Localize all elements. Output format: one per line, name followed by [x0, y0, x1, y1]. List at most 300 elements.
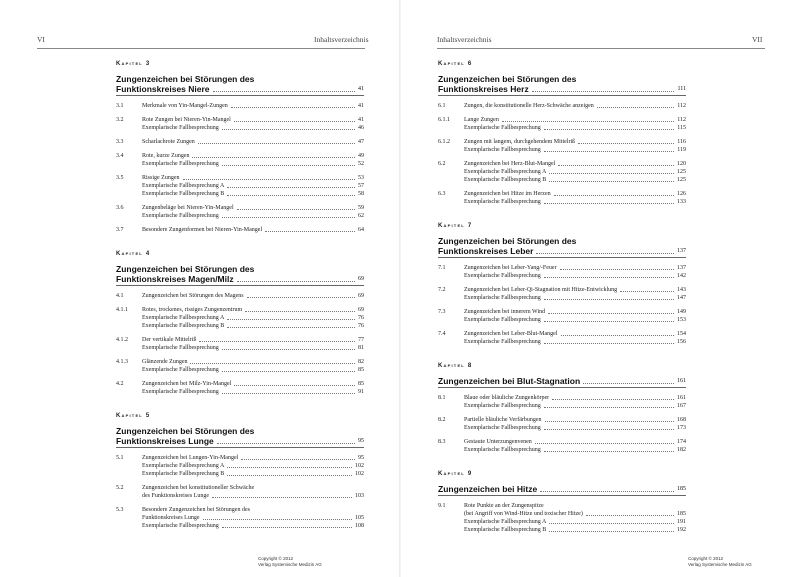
- leader-dots: [620, 291, 674, 292]
- toc-line: [142, 138, 364, 146]
- toc-line: [464, 424, 686, 432]
- entry-page: 161: [677, 395, 686, 401]
- entry-title: Exemplarische Fallbesprechung B: [464, 177, 547, 183]
- entry-title: Blaue oder bläuliche Zungenkörper: [464, 395, 550, 401]
- entry-page: 77: [358, 337, 364, 343]
- entry-title: Exemplarische Fallbesprechung: [142, 345, 219, 351]
- toc-entry: [116, 138, 364, 146]
- entry-title: Partielle bläuliche Verfärbungen: [464, 417, 542, 423]
- chapter-title-text: Zungenzeichen bei Hitze: [438, 484, 538, 494]
- section-number: 4.1.3: [116, 359, 128, 365]
- leader-dots: [227, 195, 355, 196]
- entry-page: 76: [358, 315, 364, 321]
- header-rule: [37, 48, 365, 49]
- entry-page: 182: [677, 447, 686, 453]
- leader-dots: [544, 429, 674, 430]
- chapter-page: 95: [358, 438, 364, 444]
- toc-line: [142, 204, 364, 212]
- entry-body: [464, 438, 686, 454]
- chapter-title-line: [116, 436, 364, 446]
- entry-body: [142, 152, 364, 168]
- entry-title: Exemplarische Fallbesprechung: [464, 317, 541, 323]
- leader-dots: [558, 165, 674, 166]
- toc-line: [464, 294, 686, 302]
- leader-dots: [237, 209, 355, 210]
- toc-line: [142, 514, 364, 522]
- leader-dots: [222, 129, 355, 130]
- entry-title: Exemplarische Fallbesprechung: [464, 273, 541, 279]
- entry-title: Exemplarische Fallbesprechung: [142, 125, 219, 131]
- toc-line: [464, 168, 686, 176]
- entry-body: [142, 174, 364, 198]
- leader-dots: [198, 143, 355, 144]
- entry-page: 82: [358, 359, 364, 365]
- entry-page: 46: [358, 125, 364, 131]
- chapter-block: [438, 60, 686, 206]
- chapter-title-text: Zungenzeichen bei Störungen des: [116, 74, 255, 84]
- entry-title: Merkmale von Yin-Mangel-Zungen: [142, 103, 228, 109]
- chapter-title-line: [438, 236, 686, 246]
- entry-title: Exemplarische Fallbesprechung: [464, 147, 541, 153]
- entry-title: Zungenzeichen bei Milz-Yin-Mangel: [142, 381, 232, 387]
- toc-entry: [438, 116, 686, 132]
- leader-dots: [544, 343, 674, 344]
- leader-dots: [532, 91, 675, 92]
- leader-dots: [586, 515, 674, 516]
- footer-line: Copyright © 2012: [688, 556, 724, 561]
- toc-entry: [116, 116, 364, 132]
- entry-page: 81: [358, 345, 364, 351]
- entry-title: Zungenzeichen bei innerem Wind: [464, 309, 546, 315]
- toc-line: [142, 492, 364, 500]
- leader-dots: [544, 407, 674, 408]
- toc-entry: [116, 506, 364, 530]
- section-number: 3.3: [116, 139, 124, 145]
- chapter-title-line: [116, 74, 364, 84]
- section-number: 7.1: [438, 265, 446, 271]
- entry-body: [142, 306, 364, 330]
- entry-page: 58: [358, 191, 364, 197]
- leader-dots: [548, 313, 674, 314]
- toc-line: [142, 182, 364, 190]
- section-number: 8.1: [438, 395, 446, 401]
- toc-entry: [116, 174, 364, 198]
- section-number: 7.2: [438, 287, 446, 293]
- footer-line: Copyright © 2012: [258, 556, 294, 561]
- entry-page: 47: [358, 139, 364, 145]
- toc-entry: [116, 292, 364, 300]
- entry-title: Zungenzeichen bei Leber-Blut-Mangel: [464, 331, 558, 337]
- entry-title: Zungenzeichen bei konstitutioneller Schwäche: [142, 485, 255, 491]
- toc-entry: [438, 138, 686, 154]
- section-number: 4.1.2: [116, 337, 128, 343]
- entry-page: 102: [355, 463, 364, 469]
- chapter-label: Kapitel 5: [116, 413, 151, 419]
- leader-dots: [183, 179, 356, 180]
- entry-page: 191: [677, 519, 686, 525]
- leader-dots: [545, 421, 674, 422]
- footer-copyright: [258, 556, 322, 567]
- leader-dots: [560, 269, 674, 270]
- toc-line: [464, 190, 686, 198]
- entry-page: 108: [355, 523, 364, 529]
- toc-entry: [116, 454, 364, 478]
- chapter-title-text: Funktionskreises Herz: [438, 84, 529, 94]
- section-number: 8.3: [438, 439, 446, 445]
- toc-entry: [116, 336, 364, 352]
- entry-body: [464, 160, 686, 184]
- right-page: [400, 0, 800, 577]
- leader-dots: [247, 297, 355, 298]
- leader-dots: [544, 299, 674, 300]
- chapter-title-line: [438, 246, 686, 256]
- chapter-title: [438, 484, 686, 496]
- chapter-block: [438, 362, 686, 454]
- toc-line: [464, 394, 686, 402]
- leader-dots: [199, 341, 355, 342]
- entry-body: [464, 264, 686, 280]
- entry-page: 103: [355, 493, 364, 499]
- toc-line: [464, 526, 686, 534]
- entry-page: 76: [358, 323, 364, 329]
- toc-line: [464, 102, 686, 110]
- toc-entry: [116, 484, 364, 500]
- chapter-title-text: Zungenzeichen bei Störungen des: [438, 74, 577, 84]
- chapter-page: 137: [677, 248, 686, 254]
- entry-page: 149: [677, 309, 686, 315]
- toc-entry: [116, 226, 364, 234]
- entry-page: 115: [677, 125, 686, 131]
- footer-line: Verlag Systemische Medizin AG: [688, 561, 752, 567]
- entry-title: Rote, kurze Zungen: [142, 153, 190, 159]
- entry-page: 154: [677, 331, 686, 337]
- leader-dots: [544, 321, 674, 322]
- leader-dots: [561, 335, 674, 336]
- toc-entry: [116, 204, 364, 220]
- entry-page: 52: [358, 161, 364, 167]
- leader-dots: [234, 121, 355, 122]
- chapter-title-line: [116, 426, 364, 436]
- toc-line: [142, 322, 364, 330]
- leader-dots: [536, 253, 674, 254]
- leader-dots: [552, 399, 674, 400]
- entry-page: 167: [677, 403, 686, 409]
- leader-dots: [535, 443, 674, 444]
- leader-dots: [544, 129, 674, 130]
- entry-body: [464, 116, 686, 132]
- chapter-title-text: Funktionskreises Magen/Milz: [116, 274, 234, 284]
- toc-entry: [438, 308, 686, 324]
- entry-title: Zungenzeichen bei Leber-Qi-Stagnation mit Hitze-Entwicklung: [464, 287, 618, 293]
- entry-title: Exemplarische Fallbesprechung B: [142, 323, 225, 329]
- entry-title: Exemplarische Fallbesprechung B: [142, 191, 225, 197]
- leader-dots: [227, 475, 352, 476]
- toc-entry: [438, 160, 686, 184]
- entry-page: 168: [677, 417, 686, 423]
- toc-line: [464, 316, 686, 324]
- toc-line: [142, 102, 364, 110]
- entry-body: [464, 102, 686, 110]
- leader-dots: [554, 195, 674, 196]
- entry-title: Rissige Zungen: [142, 175, 180, 181]
- entry-body: [464, 138, 686, 154]
- entry-page: 125: [677, 169, 686, 175]
- toc-line: [142, 506, 364, 514]
- entry-title: Lange Zungen: [464, 117, 499, 123]
- entry-title: Exemplarische Fallbesprechung: [142, 213, 219, 219]
- entry-page: 95: [358, 455, 364, 461]
- footer-copyright: [688, 556, 752, 567]
- chapter-page: 69: [358, 276, 364, 282]
- entry-title: Exemplarische Fallbesprechung A: [464, 519, 547, 525]
- chapter-title-text: Zungenzeichen bei Störungen des: [116, 426, 255, 436]
- chapter-block: [116, 250, 364, 396]
- section-number: 5.2: [116, 485, 124, 491]
- entry-title: Exemplarische Fallbesprechung A: [142, 463, 225, 469]
- chapter-title-line: [116, 84, 364, 94]
- chapter-title-text: Zungenzeichen bei Störungen des: [116, 264, 255, 274]
- entry-body: [142, 454, 364, 478]
- leader-dots: [227, 187, 355, 188]
- entry-title: Exemplarische Fallbesprechung: [464, 447, 541, 453]
- entry-title: Exemplarische Fallbesprechung: [464, 199, 541, 205]
- entry-body: [142, 506, 364, 530]
- entry-body: [464, 286, 686, 302]
- chapter-title-text: Zungenzeichen bei Blut-Stagnation: [438, 376, 581, 386]
- toc-line: [142, 124, 364, 132]
- entry-body: [142, 116, 364, 132]
- entry-body: [142, 358, 364, 374]
- chapter-title-line: [438, 376, 686, 386]
- chapter-label: Kapitel 7: [438, 223, 473, 229]
- toc-line: [464, 308, 686, 316]
- section-number: 6.1.1: [438, 117, 450, 123]
- entry-title: Rotes, trockenes, rissiges Zungenzentrum: [142, 307, 243, 313]
- toc-line: [464, 116, 686, 124]
- leader-dots: [227, 467, 352, 468]
- chapter-title: [116, 74, 364, 96]
- chapter-title-line: [116, 274, 364, 284]
- leader-dots: [212, 497, 352, 498]
- entry-page: 116: [677, 139, 686, 145]
- toc-line: [142, 292, 364, 300]
- section-number: 4.1: [116, 293, 124, 299]
- entry-body: [142, 138, 364, 146]
- entry-page: 49: [358, 153, 364, 159]
- section-number: 6.1.2: [438, 139, 450, 145]
- entry-title: Exemplarische Fallbesprechung A: [142, 315, 225, 321]
- chapter-title-line: [116, 264, 364, 274]
- section-number: 4.2: [116, 381, 124, 387]
- section-number: 3.4: [116, 153, 124, 159]
- toc-line: [464, 176, 686, 184]
- entry-page: 142: [677, 273, 686, 279]
- toc-line: [142, 470, 364, 478]
- section-number: 5.3: [116, 507, 124, 513]
- entry-body: [464, 502, 686, 534]
- leader-dots: [544, 277, 674, 278]
- entry-page: 57: [358, 183, 364, 189]
- toc-line: [464, 264, 686, 272]
- chapter-title-line: [438, 484, 686, 494]
- entry-page: 64: [358, 227, 364, 233]
- leader-dots: [549, 523, 674, 524]
- toc-line: [464, 138, 686, 146]
- toc-line: [464, 198, 686, 206]
- entry-title: Glänzende Zungen: [142, 359, 188, 365]
- chapter-title: [116, 264, 364, 286]
- section-number: 4.1.1: [116, 307, 128, 313]
- entry-title: Gestaute Unterzungenvenen: [464, 439, 532, 445]
- entry-page: 120: [677, 161, 686, 167]
- entry-title: Exemplarische Fallbesprechung: [142, 523, 219, 529]
- entry-title: Exemplarische Fallbesprechung: [464, 403, 541, 409]
- section-number: 8.2: [438, 417, 446, 423]
- toc-line: [142, 314, 364, 322]
- toc-line: [464, 438, 686, 446]
- chapter-title-text: Funktionskreises Leber: [438, 246, 534, 256]
- chapter-title-line: [438, 84, 686, 94]
- toc-entry: [116, 380, 364, 396]
- toc-line: [464, 160, 686, 168]
- toc-line: [464, 402, 686, 410]
- toc-line: [142, 484, 364, 492]
- chapter-label: Kapitel 4: [116, 251, 151, 257]
- toc-line: [142, 190, 364, 198]
- leader-dots: [227, 319, 355, 320]
- entry-title: Exemplarische Fallbesprechung: [142, 389, 219, 395]
- section-number: 6.3: [438, 191, 446, 197]
- entry-body: [464, 308, 686, 324]
- entry-title: Exemplarische Fallbesprechung: [464, 295, 541, 301]
- toc-line: [464, 416, 686, 424]
- toc-entry: [438, 264, 686, 280]
- entry-page: 192: [677, 527, 686, 533]
- entry-body: [142, 292, 364, 300]
- chapter-label: Kapitel 6: [438, 61, 473, 67]
- toc-line: [142, 226, 364, 234]
- entry-page: 41: [358, 103, 364, 109]
- leader-dots: [502, 121, 674, 122]
- entry-page: 147: [677, 295, 686, 301]
- entry-title: Rote Zungen bei Nieren-Yin-Mangel: [142, 117, 231, 123]
- chapter-block: [116, 60, 364, 234]
- chapter-page: 111: [677, 86, 686, 92]
- entry-title: Scharlachrote Zungen: [142, 139, 195, 145]
- running-head: Inhaltsverzeichnis: [314, 35, 369, 44]
- entry-page: 112: [677, 103, 686, 109]
- chapter-page: 41: [358, 86, 364, 92]
- toc-entry: [116, 358, 364, 374]
- toc-entry: [438, 502, 686, 534]
- entry-title: Funktionskreises Lunge: [142, 515, 200, 521]
- toc-line: [142, 366, 364, 374]
- entry-body: [142, 336, 364, 352]
- toc-entry: [116, 306, 364, 330]
- entry-page: 112: [677, 117, 686, 123]
- leader-dots: [234, 385, 355, 386]
- entry-page: 62: [358, 213, 364, 219]
- toc-entry: [438, 286, 686, 302]
- entry-title: Zungen, die konstitutionelle Herz-Schwäche anzeigen: [464, 103, 594, 109]
- entry-title: Exemplarische Fallbesprechung: [464, 339, 541, 345]
- toc-entry: [438, 330, 686, 346]
- chapter-label: Kapitel 8: [438, 363, 473, 369]
- toc-line: [142, 344, 364, 352]
- section-number: 3.2: [116, 117, 124, 123]
- entry-title: Rote Punkte an der Zungenspitze: [464, 503, 544, 509]
- toc-entry: [438, 190, 686, 206]
- leader-dots: [222, 527, 352, 528]
- toc-line: [142, 380, 364, 388]
- page-number: VI: [37, 35, 45, 44]
- toc-line: [142, 336, 364, 344]
- toc-line: [464, 502, 686, 510]
- entry-body: [142, 226, 364, 234]
- section-number: 9.1: [438, 503, 446, 509]
- entry-title: Exemplarische Fallbesprechung: [464, 425, 541, 431]
- entry-title: Exemplarische Fallbesprechung: [142, 367, 219, 373]
- toc-line: [142, 174, 364, 182]
- entry-title: Zungenzeichen bei Störungen des Magens: [142, 293, 244, 299]
- entry-page: 137: [677, 265, 686, 271]
- entry-page: 105: [355, 515, 364, 521]
- running-head: Inhaltsverzeichnis: [437, 35, 492, 44]
- leader-dots: [265, 231, 355, 232]
- entry-body: [464, 190, 686, 206]
- chapter-title-line: [438, 74, 686, 84]
- toc-line: [464, 446, 686, 454]
- leader-dots: [222, 165, 355, 166]
- chapter-title: [438, 236, 686, 258]
- toc-line: [464, 146, 686, 154]
- entry-page: 119: [677, 147, 686, 153]
- entry-title: Exemplarische Fallbesprechung A: [464, 169, 547, 175]
- toc-entry: [116, 102, 364, 110]
- chapter-label: Kapitel 9: [438, 471, 473, 477]
- leader-dots: [241, 459, 355, 460]
- entry-body: [464, 416, 686, 432]
- entry-title: Zungenbeläge bei Nieren-Yin-Mangel: [142, 205, 234, 211]
- leader-dots: [544, 151, 674, 152]
- chapter-title: [438, 376, 686, 388]
- toc-line: [142, 522, 364, 530]
- leader-dots: [231, 107, 355, 108]
- toc-line: [464, 510, 686, 518]
- toc-line: [142, 388, 364, 396]
- entry-page: 85: [358, 381, 364, 387]
- entry-title: (bei Angriff von Wind-Hitze und toxischer Hitze): [464, 511, 583, 517]
- chapter-label: Kapitel 3: [116, 61, 151, 67]
- entry-page: 126: [677, 191, 686, 197]
- chapter-title: [438, 74, 686, 96]
- entry-page: 125: [677, 177, 686, 183]
- entry-page: 69: [358, 307, 364, 313]
- chapter-page: 185: [677, 486, 686, 492]
- entry-page: 173: [677, 425, 686, 431]
- entry-body: [142, 102, 364, 110]
- chapter-title-text: Funktionskreises Lunge: [116, 436, 214, 446]
- toc-line: [142, 160, 364, 168]
- entry-page: 153: [677, 317, 686, 323]
- section-number: 6.1: [438, 103, 446, 109]
- entry-body: [142, 380, 364, 396]
- leader-dots: [217, 443, 355, 444]
- leader-dots: [222, 371, 355, 372]
- leader-dots: [549, 531, 674, 532]
- leader-dots: [222, 349, 355, 350]
- section-number: 7.3: [438, 309, 446, 315]
